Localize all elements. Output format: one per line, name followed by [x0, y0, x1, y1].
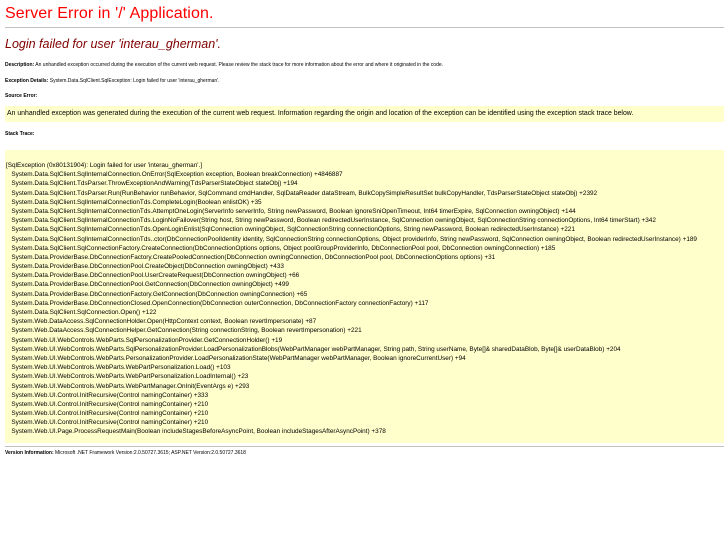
description-label: Description: — [5, 62, 35, 68]
page-title: Server Error in '/' Application. — [5, 5, 214, 22]
stack-trace-line: System.Data.SqlClient.SqlInternalConnectionTds.LoginNoFailover(String host, String newPassword, Boolean redirectedUserInstance, SqlConnection owningObject, SqlConnectionString connectionOptions, Int64 timerStart) +342 — [6, 217, 656, 225]
stack-trace-line: System.Web.UI.Control.InitRecursive(Control namingContainer) +210 — [6, 400, 209, 408]
stack-trace-line: System.Data.SqlClient.SqlConnectionFactory.CreateConnection(DbConnectionOptions options, Object poolGroupProviderInfo, DbConnectionPool pool, DbConnection owningConnection) +185 — [6, 244, 556, 252]
stack-trace-line: System.Data.ProviderBase.DbConnectionFactory.CreatePooledConnection(DbConnection owningConnection, DbConnectionPool pool, DbConnectionOptions options) +31 — [6, 253, 496, 261]
exception-label: Exception Details: — [5, 78, 49, 84]
version-label: Version Information: — [5, 449, 54, 456]
stack-trace-line: System.Data.ProviderBase.DbConnectionClosed.OpenConnection(DbConnection outerConnection, DbConnectionFactory connectionFactory) +117 — [6, 299, 429, 307]
stack-trace-line: System.Web.UI.WebControls.WebParts.SqlPersonalizationProvider.LoadPersonalizationBlobs(WebPartManager webPartManager, String path, String userName, Byte[]& sharedDataBlob, Byte[]& userDataBlob) +204 — [6, 345, 621, 353]
stack-trace-line: System.Web.UI.WebControls.WebParts.SqlPersonalizationProvider.GetConnectionHolder() +19 — [6, 336, 283, 344]
stack-trace-line: System.Data.SqlClient.TdsParser.Run(RunBehavior runBehavior, SqlCommand cmdHandler, SqlDataReader dataStream, BulkCopySimpleResultSet bulkCopyHandler, TdsParserStateObject stateObj) +2392 — [6, 189, 598, 197]
stack-trace-line: System.Data.ProviderBase.DbConnectionFactory.GetConnection(DbConnection owningConnection) +65 — [6, 290, 308, 298]
stack-trace-line: System.Web.UI.Control.InitRecursive(Control namingContainer) +210 — [6, 419, 209, 427]
source-error-box — [5, 106, 724, 122]
footer-divider — [5, 446, 724, 447]
exception-section — [5, 78, 723, 85]
stack-trace-line: System.Web.UI.WebControls.WebParts.PersonalizationProvider.LoadPersonalizationState(WebPartManager webPartManager, Boolean ignoreCurrentUser) +94 — [6, 354, 466, 362]
stack-trace-line: System.Data.SqlClient.SqlConnection.Open() +122 — [6, 309, 157, 316]
stack-trace-line: System.Web.UI.Control.InitRecursive(Control namingContainer) +333 — [6, 391, 209, 399]
stack-trace-line: System.Web.UI.WebControls.WebParts.WebPartPersonalization.LoadInternal() +23 — [6, 373, 249, 381]
stack-trace-line: System.Web.UI.Page.ProcessRequestMain(Boolean includeStagesBeforeAsyncPoint, Boolean includeStagesAfterAsyncPoint) +378 — [6, 428, 386, 436]
source-error-label: Source Error: — [5, 93, 38, 99]
stack-trace-line: System.Data.SqlClient.SqlInternalConnectionTds.CompleteLogin(Boolean enlistOK) +35 — [6, 198, 262, 206]
stack-trace-box — [5, 150, 724, 443]
source-error-message: An unhandled exception was generated during the execution of the current web request. Information regarding the origin and location of the exception can be identified using the exception stack trace below. — [7, 110, 634, 117]
version-text: Microsoft .NET Framework Version:2.0.50727.3615; ASP.NET Version:2.0.50727.3618 — [53, 449, 246, 456]
stack-trace-line: System.Web.UI.Control.InitRecursive(Control namingContainer) +210 — [6, 410, 209, 418]
stack-trace-label: Stack Trace: — [5, 131, 35, 137]
stack-trace-line: System.Data.SqlClient.SqlInternalConnectionTds.AttemptOneLogin(ServerInfo serverInfo, String newPassword, Boolean ignoreSniOpenTimeout, Int64 timerExpire, SqlConnection owningObject) +144 — [6, 207, 576, 215]
stack-trace-line: System.Data.SqlClient.TdsParser.ThrowExceptionAndWarning(TdsParserStateObject stateObj) +194 — [6, 180, 298, 188]
stack-trace-line: System.Web.UI.WebControls.WebParts.WebPartPersonalization.Load() +103 — [6, 364, 231, 372]
exception-text: System.Data.SqlClient.SqlException: Login failed for user 'interau_gherman'. — [48, 78, 220, 84]
source-error-section — [5, 93, 723, 100]
title-divider — [5, 27, 724, 28]
description-section — [5, 62, 723, 69]
stack-trace-line: System.Data.SqlClient.SqlInternalConnection.OnError(SqlException exception, Boolean breakConnection) +4846887 — [6, 171, 343, 179]
stack-trace-line: System.Web.UI.WebControls.WebParts.WebPartManager.OnInit(EventArgs e) +293 — [6, 382, 250, 390]
stack-trace-line: System.Data.ProviderBase.DbConnectionPool.UserCreateRequest(DbConnection owningObject) +66 — [6, 272, 300, 280]
stack-trace-line: System.Data.SqlClient.SqlInternalConnectionTds..ctor(DbConnectionPoolIdentity identity, SqlConnectionString connectionOptions, Object providerInfo, String newPassword, SqlConnection owningObject, Boolean redirectedUserInstance) +189 — [6, 235, 697, 243]
stack-trace-section — [5, 131, 723, 138]
stack-trace-line: System.Data.ProviderBase.DbConnectionPool.CreateObject(DbConnection owningObject) +433 — [6, 263, 284, 271]
stack-trace-line: System.Data.ProviderBase.DbConnectionPool.GetConnection(DbConnection owningObject) +499 — [6, 281, 289, 289]
stack-trace-line: System.Web.DataAccess.SqlConnectionHolder.Open(HttpContext context, Boolean revertImpersonate) +87 — [6, 318, 317, 326]
version-section — [5, 450, 723, 457]
description-text: An unhandled exception occurred during the execution of the current web request. Please review the stack trace for more information about the error and where it originated in the code. — [34, 62, 444, 68]
stack-trace-line: [SqlException (0x80131904): Login failed for user 'interau_gherman'.] — [6, 162, 203, 169]
error-heading: Login failed for user 'interau_gherman'. — [5, 37, 222, 51]
stack-trace-line: System.Web.DataAccess.SqlConnectionHelper.GetConnection(String connectionString, Boolean revertImpersonation) +221 — [6, 327, 362, 335]
stack-trace-line: System.Data.SqlClient.SqlInternalConnectionTds.OpenLoginEnlist(SqlConnection owningObject, SqlConnectionString connectionOptions, String newPassword, Boolean redirectedUserInstance) +221 — [6, 226, 575, 234]
